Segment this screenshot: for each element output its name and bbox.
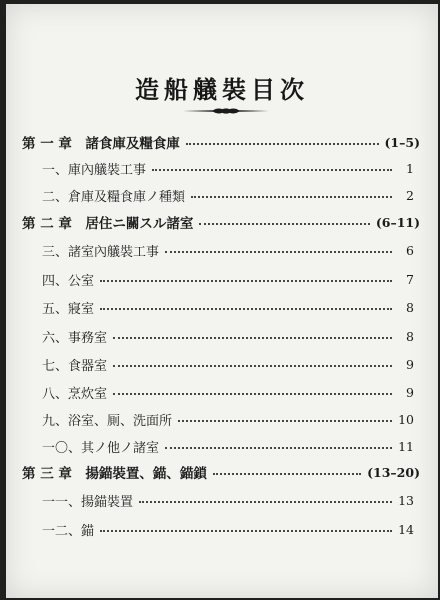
- toc-section-3: [6, 239, 438, 261]
- dot-leader: [113, 337, 392, 339]
- toc-page-number: 6: [406, 242, 414, 258]
- dot-leader: [199, 223, 369, 225]
- dot-leader: [100, 530, 392, 532]
- toc-label: 六、事務室: [42, 330, 108, 346]
- dot-leader: [165, 251, 392, 253]
- toc-chapter-2: [6, 211, 438, 233]
- toc-section-6: [6, 325, 438, 347]
- dot-leader: [152, 169, 392, 171]
- toc-page-number: 9: [406, 356, 414, 372]
- toc-label: 一一、揚錨裝置: [42, 494, 134, 510]
- toc-label: 五、寢室: [42, 301, 95, 317]
- toc-page-number: 14: [398, 521, 414, 537]
- dot-leader: [100, 280, 392, 282]
- dot-leader: [178, 420, 392, 422]
- toc-chapter-1: [6, 131, 438, 153]
- toc-page-range: (1–5): [384, 134, 420, 150]
- toc-section-7: [6, 353, 438, 375]
- toc-label: 九、浴室、厠、洗面所: [42, 413, 173, 429]
- dot-leader: [186, 143, 379, 145]
- toc-label: 二、倉庫及糧食庫ノ種類: [42, 189, 186, 205]
- page-title: 造船艤裝目次: [135, 75, 309, 104]
- dot-leader: [100, 308, 392, 310]
- dot-leader: [191, 196, 392, 198]
- toc-page-number: 8: [406, 328, 414, 344]
- toc-section-10: [6, 435, 438, 457]
- toc-section-4: [6, 268, 438, 290]
- toc-label: 一二、錨: [42, 523, 95, 539]
- toc-page-number: 7: [406, 271, 414, 287]
- toc-section-8: [6, 381, 438, 403]
- toc-label: 三、諸室內艤裝工事: [42, 244, 160, 260]
- toc-chapter-3: [6, 461, 438, 483]
- toc-page-number: 1: [406, 160, 414, 176]
- dot-leader: [165, 447, 392, 449]
- toc-page-number: 8: [406, 299, 414, 315]
- toc-label: 第 二 章 居住ニ關スル諸室: [22, 216, 194, 232]
- toc-label: 八、烹炊室: [42, 386, 108, 402]
- toc-page-number: 11: [398, 438, 414, 454]
- dot-leader: [213, 473, 361, 475]
- toc-page-number: 9: [406, 384, 414, 400]
- toc-label: 一〇、其ノ他ノ諸室: [42, 440, 160, 456]
- book-page: [6, 4, 438, 598]
- toc-page-range: (6–11): [375, 214, 420, 230]
- toc-page-number: 2: [406, 187, 414, 203]
- toc-label: 第 三 章 揚錨裝置、錨、錨鎖: [22, 466, 207, 482]
- dot-leader: [113, 365, 392, 367]
- toc-section-5: [6, 296, 438, 318]
- toc-page-number: 13: [398, 492, 414, 508]
- toc-label: 第 一 章 諸食庫及糧食庫: [22, 136, 180, 152]
- decorative-rule-ornament-icon: [183, 105, 269, 117]
- toc-label: 四、公室: [42, 273, 95, 289]
- dot-leader: [139, 501, 392, 503]
- toc-section-2: [6, 184, 438, 206]
- dot-leader: [113, 393, 392, 395]
- toc-section-1: [6, 157, 438, 179]
- toc-label: 七、食器室: [42, 358, 108, 374]
- toc-section-12: [6, 518, 438, 540]
- toc-page-range: (13–20): [367, 464, 420, 480]
- toc-section-9: [6, 408, 438, 430]
- toc-page-number: 10: [398, 411, 414, 427]
- toc-section-11: [6, 489, 438, 511]
- toc-label: 一、庫內艤裝工事: [42, 162, 147, 178]
